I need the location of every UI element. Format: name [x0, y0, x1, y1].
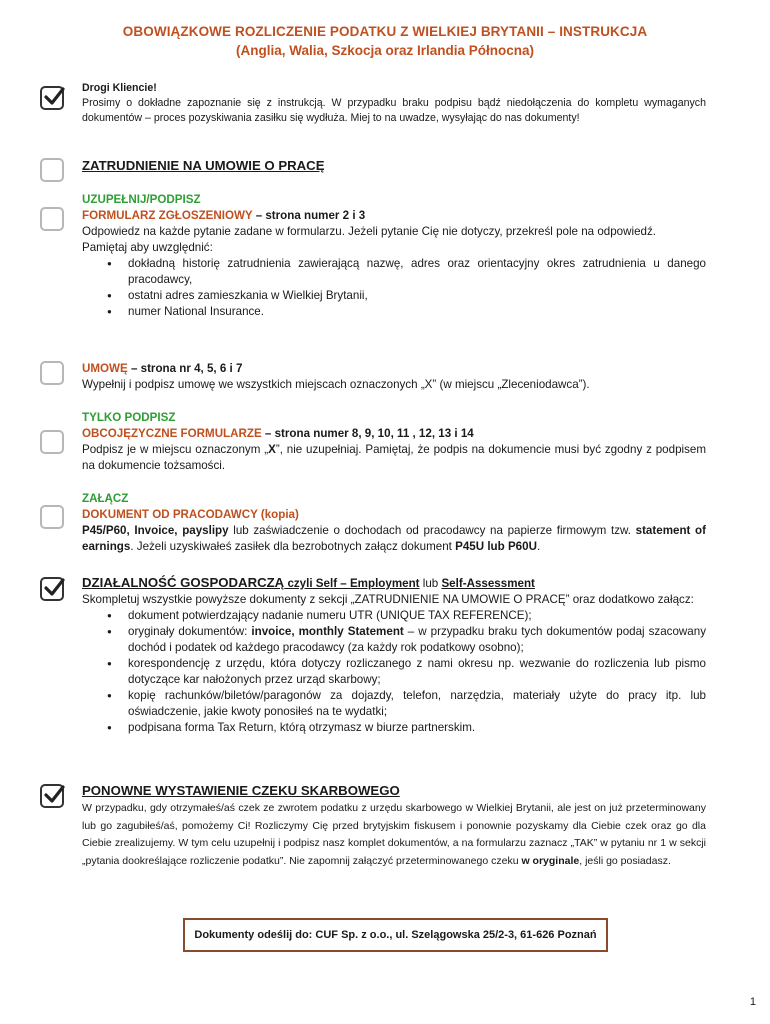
document-header	[0, 24, 770, 58]
self-employment-title-d: Self-Assessment	[441, 577, 535, 590]
contract-pages: – strona nr 4, 5, 6 i 7	[127, 362, 243, 375]
page-number: 1	[749, 996, 756, 1008]
checkbox-checked-icon[interactable]	[40, 784, 64, 808]
checkbox-empty-icon[interactable]	[40, 158, 64, 182]
foreign-pages: – strona numer 8, 9, 10, 11 , 12, 13 i 14	[261, 427, 474, 440]
cheque-title: PONOWNE WYSTAWIENIE CZEKU SKARBOWEGO	[82, 783, 400, 798]
checkbox-empty-icon[interactable]	[40, 505, 64, 529]
employer-docs-section	[82, 491, 706, 555]
form-pages: – strona numer 2 i 3	[252, 209, 366, 222]
list-item	[128, 624, 706, 656]
self-employment-list	[82, 608, 706, 736]
list-item-bold: invoice, monthly Statement	[251, 625, 404, 638]
intro-greeting: Drogi Kliencie!	[82, 82, 157, 94]
form-action-label: UZUPEŁNIJ/PODPISZ	[82, 193, 201, 206]
cheque-text-c: , jeśli go posiadasz.	[579, 854, 671, 867]
contract-text: Wypełnij i podpisz umowę we wszystkich miejscach oznaczonych „X” (w miejscu „Zleceniodawca”).	[82, 378, 590, 391]
foreign-text-x: X	[268, 443, 276, 456]
foreign-action-label: TYLKO PODPISZ	[82, 411, 176, 424]
employer-docs-text3: .	[536, 540, 541, 553]
document-subtitle: (Anglia, Walia, Szkocja oraz Irlandia Północna)	[235, 43, 535, 58]
foreign-text-a: Podpisz je w miejscu oznaczonym „	[82, 443, 269, 456]
list-item-text: podpisana forma Tax Return, którą otrzymasz w biurze partnerskim.	[128, 721, 476, 734]
foreign-name: OBCOJĘZYCZNE FORMULARZE	[82, 427, 262, 440]
employer-docs-bold2: statement of earnings	[82, 524, 706, 553]
list-item: ● numer National Insurance.	[128, 304, 706, 320]
return-address-box: Dokumenty odeślij do: CUF Sp. z o.o., ul. Szelągowska 25/2-3, 61-626 Poznań	[183, 918, 608, 952]
employer-docs-action-label: ZAŁĄCZ	[82, 492, 129, 505]
cheque-text-a: W przypadku, gdy otrzymałeś/aś czek ze zwrotem podatku z urzędu skarbowego w Wielkiej Brytanii, ale jest on już przeterminowany lub go zagubiłeś/aś, pomożemy Ci! Rozliczymy Cię przed brytyjskim fiskusem i ponownie pozyskamy dla Ciebie czek oraz go dla Ciebie zrealizujemy. W tym celu uzupełnij i podpisz nasz komplet dokumentów, a na formularzu zaznacz „TAK” w pytaniu nr 1 w sekcji „pytania dookreślające rozliczenie podatku”. Nie zapomnij załączyć przeterminowanego czeku	[82, 802, 706, 867]
list-item-text: oryginały dokumentów:	[128, 625, 252, 638]
self-employment-text: Skompletuj wszystkie powyższe dokumenty z sekcji „ZATRUDNIENIE NA UMOWIE O PRACĘ” oraz dodatkowo załącz:	[82, 593, 694, 606]
foreign-forms-section	[82, 410, 706, 474]
self-employment-title-b: czyli Self – Employment	[284, 577, 420, 590]
form-remember: Pamiętaj aby uwzględnić:	[82, 241, 213, 254]
checkbox-empty-icon[interactable]	[40, 430, 64, 454]
checkbox-checked-icon[interactable]	[40, 86, 64, 110]
intro-text: Prosimy o dokładne zapoznanie się z instrukcją. W przypadku braku podpisu bądź niedołączenia do kompletu wymaganych dokumentów – proces pozyskiwania zasiłku się wydłuża. Miej to na uwadze, wysyłając do nas dokumenty!	[82, 96, 706, 124]
list-item-text: dokument potwierdzający nadanie numeru UTR (UNIQUE TAX REFERENCE);	[128, 609, 532, 622]
employer-docs-bold1: P45/P60, Invoice, payslipy	[82, 524, 229, 537]
checkbox-checked-icon[interactable]	[40, 577, 64, 601]
list-item: ● dokładną historię zatrudnienia zawierającą nazwę, adres oraz orientacyjny okres zatrudnienia u danego pracodawcy,	[128, 256, 706, 288]
form-list	[82, 256, 706, 320]
cheque-section	[82, 783, 706, 870]
list-item	[128, 720, 706, 736]
self-employment-section	[82, 575, 706, 736]
list-item-text: kopię rachunków/biletów/paragonów za dojazdy, telefon, narzędzia, materiały użyte do pracy itp. lub oświadczenie, jakie kwoty ponosiłeś na te wydatki;	[128, 689, 706, 718]
form-section	[82, 192, 706, 320]
list-item	[128, 656, 706, 688]
employment-heading-block	[82, 158, 706, 175]
employer-docs-text2: . Jeżeli uzyskiwałeś zasiłek dla bezrobotnych załącz dokument	[130, 540, 456, 553]
contract-section	[82, 361, 706, 393]
contract-name: UMOWĘ	[82, 362, 128, 375]
foreign-text	[82, 442, 706, 474]
checkbox-empty-icon[interactable]	[40, 207, 64, 231]
employer-docs-name: DOKUMENT OD PRACODAWCY (kopia)	[82, 508, 299, 521]
list-item: ● ostatni adres zamieszkania w Wielkiej Brytanii,	[128, 288, 706, 304]
checkbox-empty-icon[interactable]	[40, 361, 64, 385]
employer-docs-bold3: P45U lub P60U	[455, 540, 537, 553]
foreign-text-b: ”, nie uzupełniaj. Pamiętaj, że podpis na dokumencie musi być zgodny z podpisem na dokumencie tożsamości.	[82, 443, 706, 472]
cheque-text-bold: w oryginale	[521, 854, 580, 867]
form-name: FORMULARZ ZGŁOSZENIOWY	[82, 209, 253, 222]
list-item	[128, 688, 706, 720]
cheque-text	[82, 800, 706, 870]
employer-docs-text1: lub zaświadczenie o dochodach od pracodawcy na papierze firmowym tzw.	[228, 524, 636, 537]
self-employment-title: DZIAŁALNOŚĆ GOSPODARCZĄ	[82, 575, 285, 590]
self-employment-title-c: lub	[419, 577, 442, 590]
document-title: OBOWIĄZKOWE ROZLICZENIE PODATKU Z WIELKIEJ BRYTANII – INSTRUKCJA	[122, 24, 648, 39]
employment-title: ZATRUDNIENIE NA UMOWIE O PRACĘ	[82, 158, 325, 173]
intro-section	[82, 81, 706, 125]
list-item	[128, 608, 706, 624]
list-item-text: korespondencję z urzędu, która dotyczy rozliczanego z nami okresu np. wezwanie do rozliczenia lub pismo dotyczące kar nałożonych przez urząd skarbowy;	[128, 657, 706, 686]
list-item-text: – w przypadku braku tych dokumentów podaj szacowany dochód i podatek od każdego pracodawcy (za każdy rok podatkowy osobno);	[128, 625, 706, 654]
form-text: Odpowiedz na każde pytanie zadane w formularzu. Jeżeli pytanie Cię nie dotyczy, przekreśl pole na odpowiedź.	[82, 225, 656, 238]
employer-docs-text	[82, 523, 706, 555]
